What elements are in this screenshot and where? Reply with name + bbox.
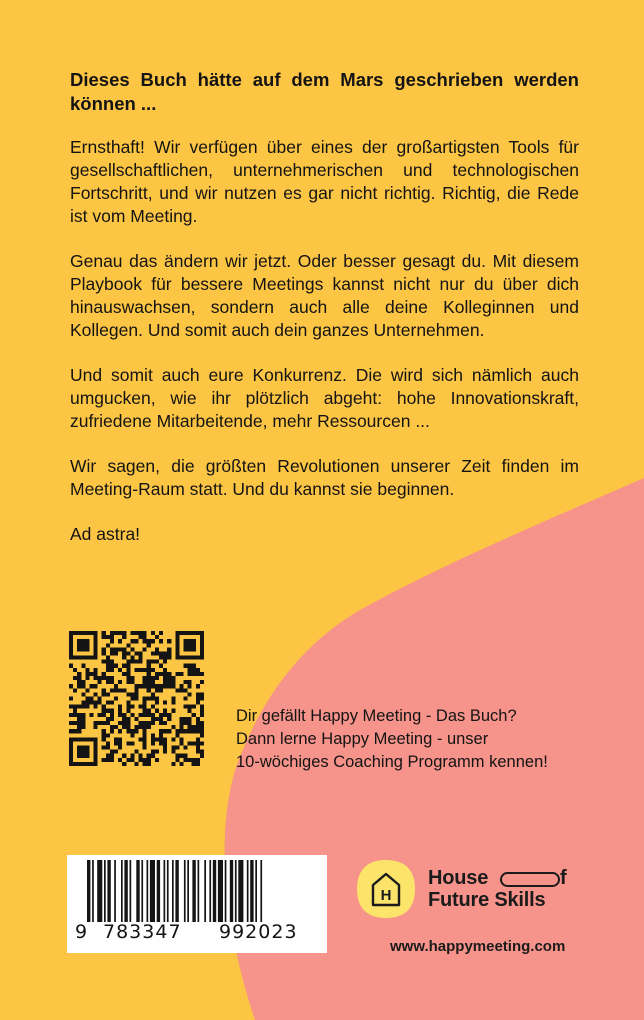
isbn-digit-first: 9: [75, 921, 89, 943]
headline: Dieses Buch hätte auf dem Mars geschrieben werden können ...: [70, 69, 579, 114]
isbn-digits-left: 783347: [103, 921, 182, 943]
logo-line-2: Future Skills: [428, 889, 546, 911]
promo-line-3: 10-wöchiges Coaching Programm kennen!: [236, 753, 548, 771]
logo-pill-o: [500, 872, 560, 887]
qr-code[interactable]: [69, 631, 204, 766]
paragraph-playbook: Genau das ändern wir jetzt. Oder besser gesagt du. Mit diesem Playbook für bessere Meetings kannst nicht nur du über dich hinauswachsen, sondern auch alle deine Kolleginnen und Kollegen. Und somit auch dein ganzes Unternehmen.: [70, 251, 579, 340]
house-badge-icon: [355, 858, 417, 920]
promo-line-2: Dann lerne Happy Meeting - unser: [236, 730, 489, 748]
logo-line-1: House: [428, 867, 489, 889]
logo-line-1-end: f: [560, 867, 567, 889]
promo-line-1: Dir gefällt Happy Meeting - Das Buch?: [236, 707, 517, 725]
isbn-digits-right: 992023: [219, 921, 298, 943]
barcode-bars: [87, 860, 309, 922]
coaching-promo: [236, 705, 548, 774]
badge-letter: H: [380, 887, 392, 904]
paragraph-competition: Und somit auch eure Konkurrenz. Die wird sich nämlich auch umgucken, wie ihr plötzlich abgeht: hohe Innovationskraft, zufriedene Mitarbeitende, mehr Ressourcen ...: [70, 365, 579, 431]
paragraph-ad-astra: Ad astra!: [70, 524, 141, 544]
website-link[interactable]: www.happymeeting.com: [390, 938, 566, 955]
paragraph-revolution: Wir sagen, die größten Revolutionen unserer Zeit finden im Meeting-Raum statt. Und du kannst sie beginnen.: [70, 456, 579, 499]
paragraph-intro: Ernsthaft! Wir verfügen über eines der großartigsten Tools für gesellschaftlichen, unternehmerischen und technologischen Fortschritt, und wir nutzen es gar nicht richtig. Richtig, die Rede ist vom Meeting.: [70, 137, 579, 226]
isbn-barcode: [67, 855, 327, 953]
